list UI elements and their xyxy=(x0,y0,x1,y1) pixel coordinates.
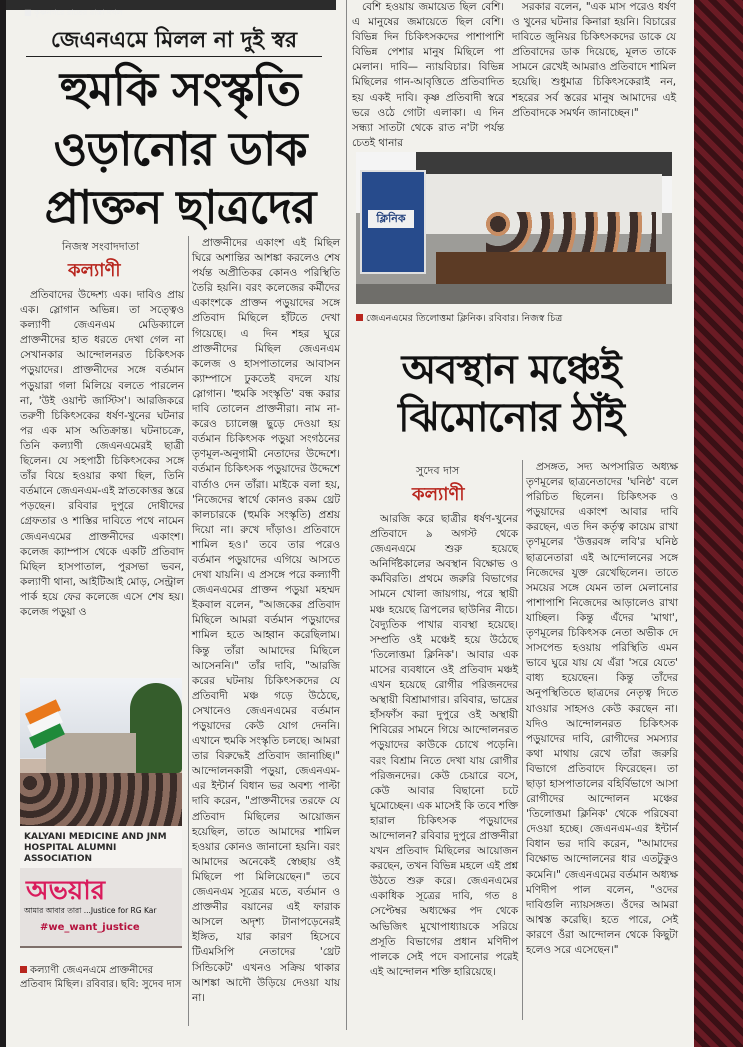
story2-place: কল্যাণী xyxy=(412,484,465,505)
protest-photo xyxy=(20,678,182,948)
story1-photo-caption: কল্যাণী জেএনএমে প্রাক্তনীদের প্রতিবাদ মিছিল। রবিবার। ছবি: সুদেব দাস xyxy=(20,965,182,990)
newspaper-page xyxy=(6,0,694,1047)
story1-headline-line1: হুমকি সংস্কৃতি xyxy=(59,62,301,116)
story1-column-1: প্রতিবাদের উদ্দেশ্য এক। দাবিও প্রায় এক। স্লোগান অভিন্ন। তা সত্ত্বেও কল্যাণী জেএনএম মেডিক্যালে প্রাক্তনীদের হাত ধরতে দেখা গেল না সেখানকার আন্দোলনরত চিকিৎসক পড়ুয়াদের। প্রাক্তনীদের সঙ্গে বর্তমান পড়ুয়ারা গলা মিলিয়ে বলতে পারলেন না, 'উই ওয়ান্ট জাস্টিস'। আরজিকরে তরুণী চিকিৎসকের ধর্ষণ-খুনের ঘটনার পর এক মাস অতিক্রান্ত। ঘটনাচক্রে, তিনি কল্যাণী জেএনএমেরই ছাত্রী ছিলেন। যে সহপাঠী চিকিৎসকের সঙ্গে তাঁর বিয়ে হওয়ার কথা ছিল, তিনি বর্তমানে জেএনএম-এই স্নাতকোত্তর স্তরে পড়ছেন। রবিবার দুপুরে দোষীদের গ্রেফতার ও শাস্তির দাবিতে পথে নামেন জেএনএমের প্রাক্তনীদের একাংশ। কলেজ ক্যাম্পাস থেকে একটি প্রতিবাদ মিছিল হাসপাতাল, পুরসভা ভবন, কল্যাণী থানা, আইটিআই মোড়, সেন্ট্রাল পার্ক হয়ে ফের কলেজে এসে শেষ হয়। কলেজ পড়ুয়া ও xyxy=(20,289,184,618)
clinic-photo xyxy=(356,152,672,304)
caption-marker-icon xyxy=(20,966,27,973)
story1-column-2: প্রাক্তনীদের একাংশ এই মিছিল ঘিরে অশান্তির আশঙ্কা করলেও শেষ পর্যন্ত অপ্রীতিকর কোনও পরিস্থিতি তৈরি হয়নি। বরং কলেজের কর্মীদের একাংশকে প্রাক্তন পড়ুয়াদের সঙ্গে প্রতিবাদ মিছিলে হাঁটতে দেখা গিয়েছে। এ দিন শহর ঘুরে প্রাক্তনীদের মিছিল জেএনএম কলেজ ও হাসপাতালের আবাসন ক্যাম্পাসে ঢুকতেই বদলে যায় স্লোগান। 'হুমকি সংস্কৃতি' বন্ধ করার দাবি তোলেন প্রাক্তনীরা। নাম না-করেও চ্যালেঞ্জ ছুড়ে দেওয়া হয় বর্তমান চিকিৎসক পড়ুয়া সংগঠনের তৃণমূল-অনুগামী নেতাদের উদ্দেশে। বর্তমান চিকিৎসক পড়ুয়াদের উদ্দেশে বার্তাও দেন তাঁরা। মাইকে বলা হয়, 'নিজেদের স্বার্থে কোনও রকম থ্রেট কালচারকে (হুমকি সংস্কৃতি) প্রশ্রয় দিয়ো না। রুখে দাঁড়াও। প্রতিবাদে শামিল হও।' তবে তার পরেও বর্তমান পড়ুয়াদের এগিয়ে আসতে দেখা যায়নি। এ প্রসঙ্গে পরে কল্যাণী জেএনএমের প্রাক্তন পড়ুয়া মহম্মদ ইকবাল বলেন, "আজকের প্রতিবাদ মিছিলে আমরা বর্তমান পড়ুয়াদের শামিল হতে আহ্বান করেছিলাম। কিন্তু তাঁরা আমাদের মিছিলে আসেননি।" তাঁর দাবি, "আরজি করের ঘটনায় চিকিৎসকদের যে প্রতিবাদী মঞ্চ গড়ে উঠেছে, সেখানেও জেএনএমের বর্তমান পড়ুয়াদের কেউ যোগ দেননি। এখানে হুমকি সংস্কৃতি চলছে। আমরা তার বিরুদ্ধেই প্রতিবাদ জানাচ্ছি।" আন্দোলনকারী পড়ুয়া, জেএনএম-এর ইন্টার্ন বিধান ভর অবশ্য পাল্টা দাবি করেন, "প্রাক্তনীদের তরফে যে প্রতিবাদ মিছিলের আয়োজন হয়েছিল, তাতে আমাদের শামিল হওয়ার কোনও জানানো হয়নি। বরং আমাদের অনেকেই স্বেচ্ছায় ওই মিছিলে পা মিলিয়েছেন।" তবে জেএনএম সূত্রের মতে, বর্তমান ও প্রাক্তনীর বয়ানের এই ফারাক আসলে অদৃশ্য টানাপড়েনেরই ইঙ্গিত, যার কারণ হিসেবে টিএমসিপি নেতাদের 'থ্রেট সিন্ডিকেট' এখনও সক্রিয় থাকার আশঙ্কা আদৌ উড়িয়ে দেওয়া যায় না। xyxy=(192,237,340,1004)
story-divider xyxy=(346,0,347,1030)
photo-banner-top: KALYANI MEDICINE AND JNM HOSPITAL ALUMNI ASSOCIATION xyxy=(24,832,167,864)
story2-headline-line2: ঝিমোনোর ঠাঁই xyxy=(398,394,624,441)
story1-kicker: জেএনএমে মিলল না দুই স্বর xyxy=(26,26,322,57)
background-fabric xyxy=(694,0,743,1047)
story2-column-1: আরজি করে ছাত্রীর ধর্ষণ-খুনের প্রতিবাদে ৯ অগস্ট থেকে জেএনএমে শুরু হয়েছে অনির্দিষ্টকালের অবস্থান বিক্ষোভ ও কর্মবিরতি। প্রথমে জরুরি বিভাগের সামনে খোলা জায়গায়, পরে স্থায়ী মঞ্চ হয়েছে ত্রিপলের ছাউনির নীচে। বৈদ্যুতিক পাখার ব্যবস্থা হয়েছে। সম্প্রতি ওই মঞ্চেই হয়ে উঠেছে 'তিলোত্তমা ক্লিনিক'। আবার এক মাসের ব্যবধানে ওই প্রতিবাদ মঞ্চই এখন হয়েছে রোগীর পরিজনদের অস্থায়ী বিশ্রামাগার। রবিবার, ভাদ্রের হাঁসফাঁস করা দুপুরে ওই অস্থায়ী শিবিরের সামনে গিয়ে আন্দোলনরত পড়ুয়াদের কাউকে চোখে পড়েনি। বরং বিশ্রাম নিতে দেখা যায় রোগীর পরিজনদের। কেউ চেয়ারে বসে, কেউ আবার বিছানো চটে ঘুমোচ্ছেন। এক মাসেই কি তবে শক্তি হারাল চিকিৎসক পড়ুয়াদের আন্দোলন? রবিবার দুপুরে প্রাক্তনীরা যখন প্রতিবাদ মিছিলের আয়োজন করছেন, তখন বিভিন্ন মহলে এই প্রশ্ন উঠতে শুরু করে। জেএনএমের একাধিক সূত্রের দাবি, গত ৪ সেপ্টেম্বর অধ্যক্ষের পদ থেকে অভিজিৎ মুখোপাধ্যায়কে সরিয়ে প্রসূতি বিভাগের প্রধান মণিদীপ পালকে সেই পদে বসানোর পরেই এই আন্দোলন শক্তি হারিয়েছে। xyxy=(370,513,518,978)
photo-banner-hashtag: #we_want_justice xyxy=(40,922,140,933)
story1-byline: নিজস্ব সংবাদদাতা xyxy=(62,240,140,253)
story2-column-2: প্রসঙ্গত, সদ্য অপসারিত অধ্যক্ষ তৃণমূলের ছাত্রনেতাদের 'ঘনিষ্ঠ' বলে পরিচিত ছিলেন। চিকিৎসক ও পড়ুয়াদের একাংশ আবার দাবি করছেন, এত দিন কর্তৃত্ব কায়েম রাখা তৃণমূলের 'উত্তরবঙ্গ লবি'র ঘনিষ্ঠ ছাত্রনেতারা এই আন্দোলনের সঙ্গে নিজেদের যুক্ত রেখেছিলেন। তাতে সময়ের সঙ্গে যেমন তাল মেলানোর পাশাপাশি নিজেদের আড়ালেও রাখা যাচ্ছিল। কিন্তু এঁদের 'মাথা', তৃণমূলের চিকিৎসক নেতা অভীক দে সাসপেন্ড হওয়ায় পরিস্থিতি এমন ভাবে ঘুরে যায় যে এঁরা 'সরে যেতে' বাধ্য হয়েছেন। কিন্তু তাঁদের অনুপস্থিতিতে ছাত্রদের নেতৃত্ব দিতে যাওয়ার সাহসও কেউ করছেন না। যদিও আন্দোলনরত চিকিৎসক পড়ুয়াদের দাবি, রোগীদের সমস্যার কথা মাথায় রেখে তাঁরা জরুরি বিভাগে প্রতিবাদে ফিরেছেন। তা ছাড়া হাসপাতালের বহির্বিভাগে আসা রোগীদের আন্দোলন মঞ্চের 'তিলোত্তমা ক্লিনিক' থেকে পরিষেবা দেওয়া হচ্ছে। জেএনএম-এর ইন্টার্ন বিধান ভর দাবি করেন, "আমাদের বিক্ষোভ আন্দোলনের ধার এতটুকুও কমেনি।" জেএনএমের বর্তমান অধ্যক্ষ মণিদীপ পাল বলেন, "ওদের দাবিগুলি ন্যায়সঙ্গত। ওঁদের আমরা আশ্বস্ত করেছি। হতে পারে, সেই কারণে ওঁরা আন্দোলন থেকে কিছুটা হলেও সরে এসেছেন।" xyxy=(526,461,678,956)
caption-marker-icon xyxy=(356,314,363,321)
story1-headline-line3: প্রাক্তন ছাত্রদের xyxy=(44,180,316,234)
story2-headline-line1: অবস্থান মঞ্চেই xyxy=(401,346,621,393)
story1-place: কল্যাণী xyxy=(68,260,121,281)
photo-banner-big: অভয়ার xyxy=(26,876,106,906)
story1-headline-line2: ওড়ানোর ডাক xyxy=(53,122,307,176)
story2-top-column-1: বেশি হওয়ায় জমায়েত ছিল বেশি। এ মানুষের জমায়েতে ছিল বেশি। বিভিন্ন দিন চিকিৎসকদের পাশাপাশি বিভিন্ন পেশার মানুষ মিছিলে পা মেলান। দাবি— ন্যায়বিচার। বিভিন্ন মিছিলের গান-আবৃত্তিতে প্রতিবাদিত হয় একই দাবি। কৃষ্ণ প্রতিবাদী স্বরে ভরে ওঠে গোটা এলাকা। এ দিন সন্ধ্যা সাতটা থেকে রাত ন'টা পর্যন্ত চেতই থানার xyxy=(352,1,504,149)
top-strip: ■ কৃষ্ণনগরে রাতের রাস্তা দখল xyxy=(6,0,336,10)
column-divider xyxy=(522,460,523,1020)
column-divider xyxy=(188,236,189,1026)
photo-banner-sub: আমার আবার তারা ...Justice for RG Kar xyxy=(24,906,157,915)
story2-top-column-2: সরকার বলেন, "এক মাস পরেও ধর্ষণ ও খুনের ঘটনার কিনারা হয়নি। বিচারের দাবিতে জুনিয়র চিকিৎসকদের ডাকে যে প্রতিবাদের ডাক দিয়েছে, মূলত তাকে সামনে রেখেই আমরাও প্রতিবাদে শামিল হয়েছি। শুধুমাত্র চিকিৎসকেরাই নন, শহরের সর্ব স্তরের মানুষ আমাদের এই প্রতিবাদকে সমর্থন জানাচ্ছেন।" xyxy=(512,1,676,119)
story2-photo-caption: জেএনএমের তিলোত্তমা ক্লিনিক। রবিবার। নিজস্ব চিত্র xyxy=(356,312,676,326)
story2-byline: সুদেব দাস xyxy=(416,464,460,477)
clinic-board-text: ক্লিনিক xyxy=(368,210,414,228)
